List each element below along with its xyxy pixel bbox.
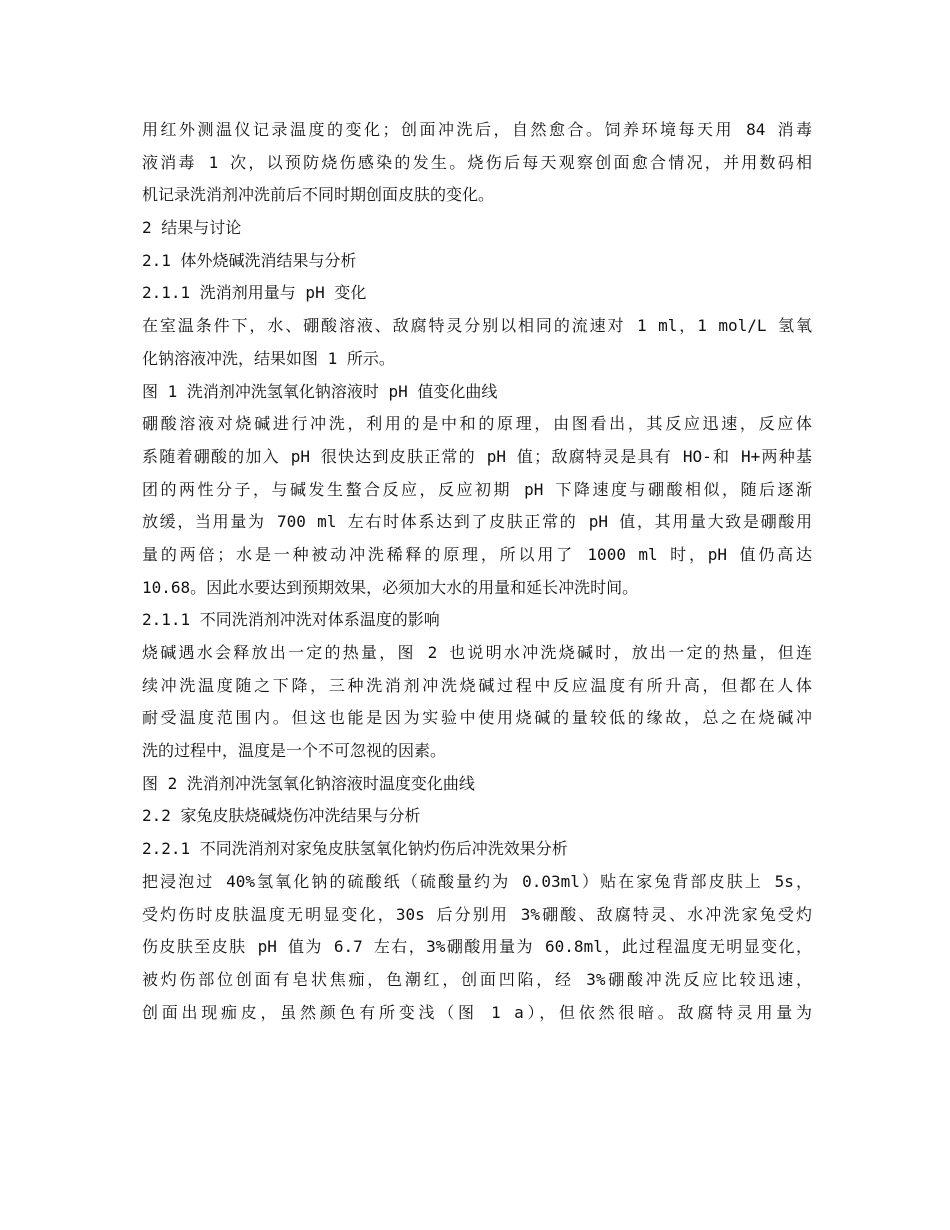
text-line-3: 机记录洗消剂冲洗前后不同时期创面皮肤的变化。 [142, 185, 495, 205]
text-line-24: 把浸泡过 40%氢氧化钠的硫酸纸（硫酸量约为 0.03ml）贴在家兔背部皮肤上 5s， [142, 871, 812, 891]
section-heading-2-2: 2.2 家兔皮肤烧碱烧伤冲洗结果与分析 [142, 806, 421, 826]
section-heading-2-1-1: 2.1.1 洗消剂用量与 pH 变化 [142, 283, 367, 303]
figure-2-caption: 图 2 洗消剂冲洗氢氧化钠溶液时温度变化曲线 [142, 773, 475, 793]
text-line-11: 系随着硼酸的加入 pH 很快达到皮肤正常的 pH 值；敌腐特灵是具有 HO-和 H+两种基 [142, 446, 812, 466]
section-heading-2: 2 结果与讨论 [142, 218, 242, 238]
text-line-17: 烧碱遇水会释放出一定的热量，图 2 也说明水冲洗烧碱时，放出一定的热量，但连 [142, 643, 812, 662]
text-line-10: 硼酸溶液对烧碱进行冲洗，利用的是中和的原理，由图看出，其反应迅速，反应体 [142, 414, 812, 434]
section-heading-2-1: 2.1 体外烧碱洗消结果与分析 [142, 250, 357, 270]
text-line-25: 受灼伤时皮肤温度无明显变化，30s 后分别用 3%硼酸、敌腐特灵、水冲洗家兔受灼 [142, 904, 812, 924]
text-line-14: 量的两倍；水是一种被动冲洗稀释的原理，所以用了 1000 ml 时，pH 值仍高达 [142, 544, 812, 564]
text-line-13: 放缓，当用量为 700 ml 左右时体系达到了皮肤正常的 pH 值，其用量大致是硼酸用 [142, 512, 812, 532]
figure-1-caption: 图 1 洗消剂冲洗氢氧化钠溶液时 pH 值变化曲线 [142, 381, 498, 401]
section-heading-temperature: 2.1.1 不同洗消剂冲洗对体系温度的影响 [142, 610, 440, 630]
text-line-2: 液消毒 1 次，以预防烧伤感染的发生。烧伤后每天观察创面愈合情况，并用数码相 [142, 152, 812, 172]
text-line-20: 洗的过程中，温度是一个不可忽视的因素。 [142, 741, 447, 761]
text-line-8: 化钠溶液冲洗，结果如图 1 所示。 [142, 348, 395, 368]
text-line-1: 用红外测温仪记录温度的变化；创面冲洗后，自然愈合。饲养环境每天用 84 消毒 [142, 120, 812, 139]
text-line-26: 伤皮肤至皮肤 pH 值为 6.7 左右，3%硼酸用量为 60.8ml，此过程温度无明显变化， [142, 937, 812, 957]
text-line-12: 团的两性分子，与碱发生螯合反应，反应初期 pH 下降速度与硼酸相似，随后逐渐 [142, 479, 812, 499]
text-line-19: 耐受温度范围内。但这也能是因为实验中使用烧碱的量较低的缘故，总之在烧碱冲 [142, 708, 812, 728]
section-heading-2-2-1: 2.2.1 不同洗消剂对家兔皮肤氢氧化钠灼伤后冲洗效果分析 [142, 839, 568, 859]
text-line-27: 被灼伤部位创面有皂状焦痂，色潮红，创面凹陷，经 3%硼酸冲洗反应比较迅速， [142, 969, 812, 989]
text-line-28: 创面出现痂皮，虽然颜色有所变浅（图 1 a），但依然很暗。敌腐特灵用量为 [142, 1002, 812, 1022]
text-line-15: 10.68。因此水要达到预期效果，必须加大水的用量和延长冲洗时间。 [142, 577, 639, 597]
text-line-18: 续冲洗温度随之下降，三种洗消剂冲洗烧碱过程中反应温度有所升高，但都在人体 [142, 675, 812, 695]
document-body [142, 114, 812, 1029]
text-line-7: 在室温条件下，水、硼酸溶液、敌腐特灵分别以相同的流速对 1 ml，1 mol/L 氢氧 [142, 316, 812, 336]
